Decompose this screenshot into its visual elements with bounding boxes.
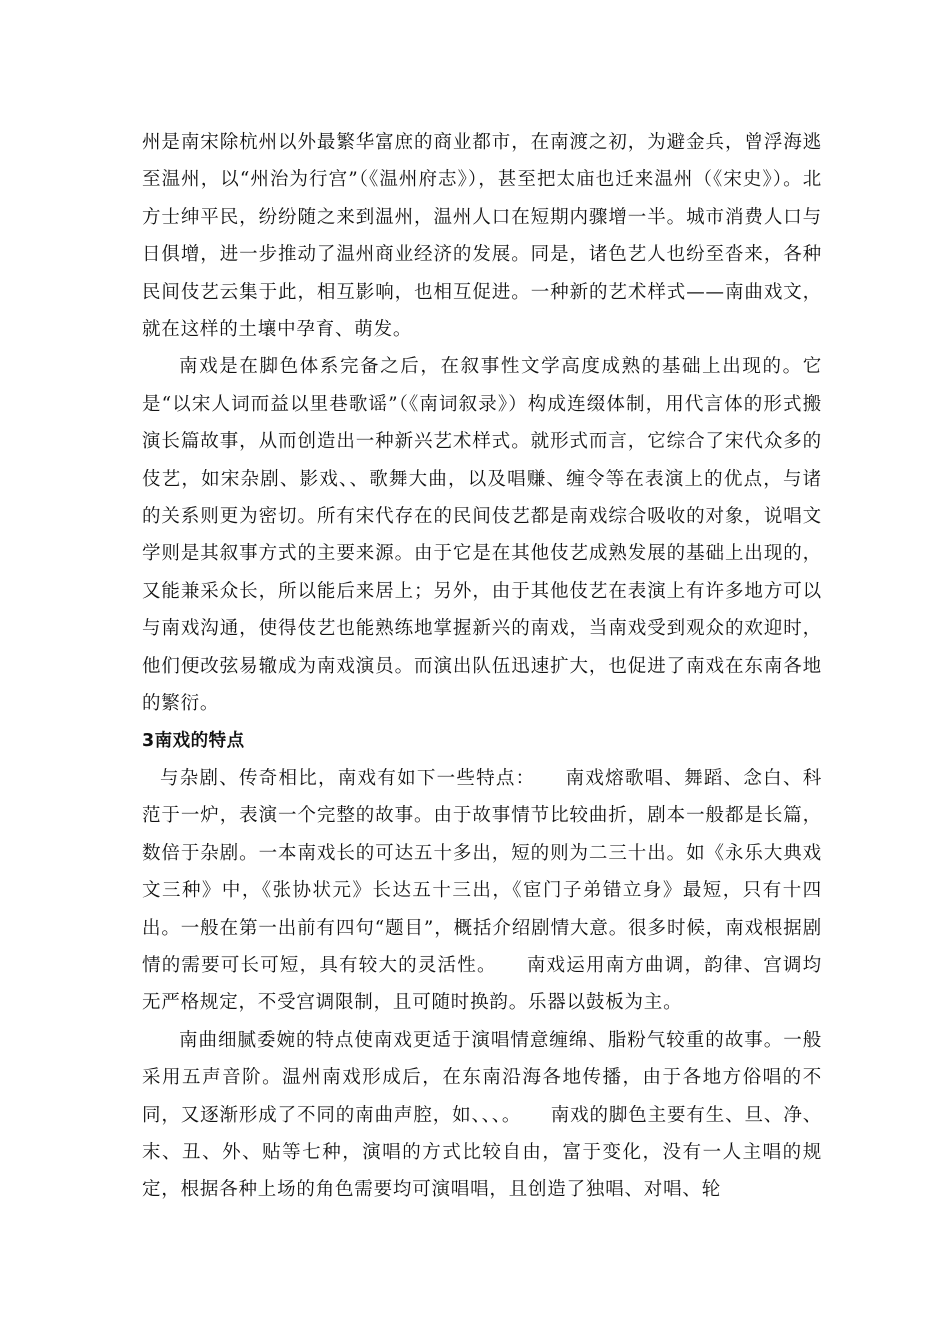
body-paragraph: 与杂剧、传奇相比，南戏有如下一些特点： 南戏熔歌唱、舞蹈、念白、科范于一炉，表演一个完整的故事。由于故事情节比较曲折，剧本一般都是长篇，数倍于杂剧。一本南戏长的可达五十多出，短的则为二三十出。如《永乐大典戏文三种》中，《张协状元》长达五十三出，《宦门子弟错立身》最短，只有十四出。一般在第一出前有四句“题目”，概括介绍剧情大意。很多时候，南戏根据剧情的需要可长可短，具有较大的灵活性。 南戏运用南方曲调，韵律、宫调均无严格规定，不受宫调限制，且可随时换韵。乐器以鼓板为主。 xyxy=(142,767,822,1014)
document-page xyxy=(142,124,822,1209)
section-heading: 3南戏的特点 xyxy=(142,730,245,751)
body-paragraph: 南戏是在脚色体系完备之后，在叙事性文学高度成熟的基础上出现的。它是“以宋人词而益以里巷歌谣”（《南词叙录》）构成连缀体制，用代言体的形式搬演长篇故事，从而创造出一种新兴艺术样式。就形式而言，它综合了宋代众多的伎艺，如宋杂剧、影戏、、歌舞大曲，以及唱赚、缠令等在表演上的优点，与诸的关系则更为密切。所有宋代存在的民间伎艺都是南戏综合吸收的对象，说唱文学则是其叙事方式的主要来源。由于它是在其他伎艺成熟发展的基础上出现的，又能兼采众长，所以能后来居上；另外，由于其他伎艺在表演上有许多地方可以与南戏沟通，使得伎艺也能熟练地掌握新兴的南戏，当南戏受到观众的欢迎时，他们便改弦易辙成为南戏演员。而演出队伍迅速扩大，也促进了南戏在东南各地的繁衍。 xyxy=(142,356,822,715)
body-paragraph: 南曲细腻委婉的特点使南戏更适于演唱情意缠绵、脂粉气较重的故事。一般采用五声音阶。温州南戏形成后，在东南沿海各地传播，由于各地方俗唱的不同，又逐渐形成了不同的南曲声腔，如、、、。 南戏的脚色主要有生、旦、净、末、丑、外、贴等七种，演唱的方式比较自由，富于变化，没有一人主唱的规定，根据各种上场的角色需要均可演唱唱，且创造了独唱、对唱、轮 xyxy=(142,1029,822,1201)
body-paragraph: 州是南宋除杭州以外最繁华富庶的商业都市，在南渡之初，为避金兵，曾浮海逃至温州，以“州治为行宫”（《温州府志》），甚至把太庙也迁来温州（《宋史》）。北方士绅平民，纷纷随之来到温州，温州人口在短期内骤增一半。城市消费人口与日俱增，进一步推动了温州商业经济的发展。同是，诸色艺人也纷至沓来，各种民间伎艺云集于此，相互影响，也相互促进。一种新的艺术样式——南曲戏文，就在这样的土壤中孕育、萌发。 xyxy=(142,132,822,341)
